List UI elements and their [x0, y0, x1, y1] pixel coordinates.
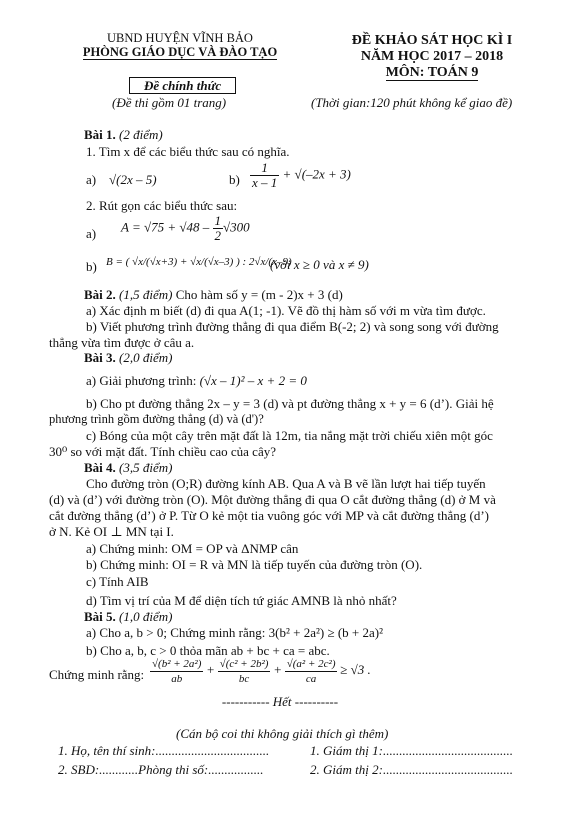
q2-b-line1: b) Viết phương trình đường thẳng đi qua điểm B(-2; 2) và song song với đường — [86, 319, 499, 334]
q3-b-line1: b) Cho pt đường thẳng 2x – y = 3 (d) và pt đường thẳng x + y = 6 (d’). Giải hệ — [86, 396, 494, 411]
q5-fraction-2: $\frac{\text{√(c² + 2b²)}}{bc}$ — [219, 658, 269, 685]
q1-2b-label: b) — [86, 259, 97, 274]
q4-a: a) Chứng minh: OM = OP và ΔNMP cân — [86, 541, 299, 556]
proctor2-field: 2. Giám thị 2:........................................ — [310, 762, 513, 777]
q3-c-line1: c) Bóng của một cây trên mặt đất là 12m, tia nắng mặt trời chiếu xiên một góc — [86, 428, 493, 443]
q5-a: a) Cho a, b > 0; Chứng minh rằng: 3(b² + 2a²) ≥ (b + 2a)² — [86, 625, 383, 640]
department-line2 — [70, 45, 290, 60]
q4-d: d) Tìm vị trí của M để diện tích tứ giác AMNB là nhỏ nhất? — [86, 593, 397, 608]
q1-a-label: a) — [86, 172, 97, 187]
candidate-name-field: 1. Họ, tên thí sinh:................................... — [58, 743, 270, 758]
q4-line1: Cho đường tròn (O;R) đường kính AB. Qua A và B vẽ lần lượt hai tiếp tuyến — [86, 476, 486, 491]
q2-b-line2: thẳng vừa tìm được ở câu a. — [49, 335, 195, 350]
q1-2a-expr: A = √75 + √48 – $\frac{1}{2}$ √300 — [121, 213, 250, 243]
q4-heading: Bài 4. (3,5 điểm) — [84, 460, 173, 475]
q1-b-expr: $\frac{1}{x - 1}$ + √(–2x + 3) — [252, 160, 351, 190]
time-note: (Thời gian:120 phút không kể giao đề) — [311, 95, 513, 110]
q1-b-label: b) — [229, 172, 240, 187]
q1-2a-label: a) — [86, 226, 97, 241]
q1-a-expr: √(2x – 5) — [109, 172, 157, 187]
pages-note: (Đề thi gồm 01 trang) — [112, 95, 227, 110]
q4-c: c) Tính AIB — [86, 574, 149, 589]
q2-a: a) Xác định m biết (d) đi qua A(1; -1). Vẽ đồ thị hàm số với m vừa tìm được. — [86, 303, 486, 318]
department-name: PHÒNG GIÁO DỤC VÀ ĐÀO TẠO — [82, 45, 278, 59]
q5-heading: Bài 5. (1,0 điểm) — [84, 609, 173, 624]
proctor1-field: 1. Giám thị 1:........................................ — [310, 743, 513, 758]
q1-part2: 2. Rút gọn các biểu thức sau: — [86, 198, 238, 213]
q2-heading: Bài 2. (1,5 điểm) Cho hàm số y = (m - 2)x + 3 (d) — [84, 287, 343, 302]
q4-line4: ở N. Kẻ OI ⊥ MN tại I. — [49, 524, 174, 539]
q1-2b-expr: B = ( √x/(√x+3) + √x/(√x–3) ) : 2√x/(x–9) — [106, 256, 292, 268]
subject: MÔN: TOÁN 9 — [385, 65, 479, 80]
q5-inequality: $\frac{\text{√(b² + 2a²)}}{ab}$ + $\frac{\text{√(c² + 2b²)}}{bc}$ + $\frac{\text{√(a² + 2c²)}}{ca}$ ≥ √3 . — [152, 658, 371, 685]
q3-a-equation: (√x – 1)² – x + 2 = 0 — [199, 373, 307, 388]
q4-line3: cắt đường thẳng (d’) ở P. Từ O kẻ một tia vuông góc với MP và cắt đường thẳng (d’) — [49, 508, 490, 523]
q5-b: b) Cho a, b, c > 0 thỏa mãn ab + bc + ca = abc. — [86, 643, 330, 658]
q1-2b-condition: (với x ≥ 0 và x ≠ 9) — [270, 257, 369, 272]
department-line1: UBND HUYỆN VĨNH BẢO — [107, 31, 253, 45]
exam-title: ĐỀ KHẢO SÁT HỌC KÌ I — [351, 33, 513, 48]
q1-heading: Bài 1. (2 điểm) — [84, 127, 163, 142]
school-year: NĂM HỌC 2017 – 2018 — [360, 49, 504, 64]
q1-part1: 1. Tìm x để các biểu thức sau có nghĩa. — [86, 144, 290, 159]
q5-prove-label: Chứng minh rằng: — [49, 667, 145, 682]
q4-line2: (d) và (d’) với đường tròn (O). Một đường thẳng đi qua O cắt đường thẳng (d) ở M và — [49, 492, 496, 507]
end-mark: ----------- Hết ---------- — [221, 694, 339, 709]
official-exam-box: Đề chính thức — [129, 78, 236, 94]
q3-a: a) Giải phương trình: (√x – 1)² – x + 2 = 0 — [86, 373, 307, 388]
q3-b-line2: phương trình gồm đường thẳng (d) và (d')? — [49, 412, 264, 426]
q3-heading: Bài 3. (2,0 điểm) — [84, 350, 173, 365]
proctor-note: (Cán bộ coi thi không giải thích gì thêm) — [176, 726, 389, 741]
q3-c-line2: 30⁰ so với mặt đất. Tính chiều cao của cây? — [49, 444, 276, 459]
q5-fraction-1: $\frac{\text{√(b² + 2a²)}}{ab}$ — [152, 658, 202, 685]
q4-b: b) Chứng minh: OI = R và MN là tiếp tuyến của đường tròn (O). — [86, 557, 423, 572]
candidate-id-field: 2. SBD:............Phòng thi số:................. — [58, 762, 264, 777]
q5-fraction-3: $\frac{\text{√(a² + 2c²)}}{ca}$ — [286, 658, 336, 685]
